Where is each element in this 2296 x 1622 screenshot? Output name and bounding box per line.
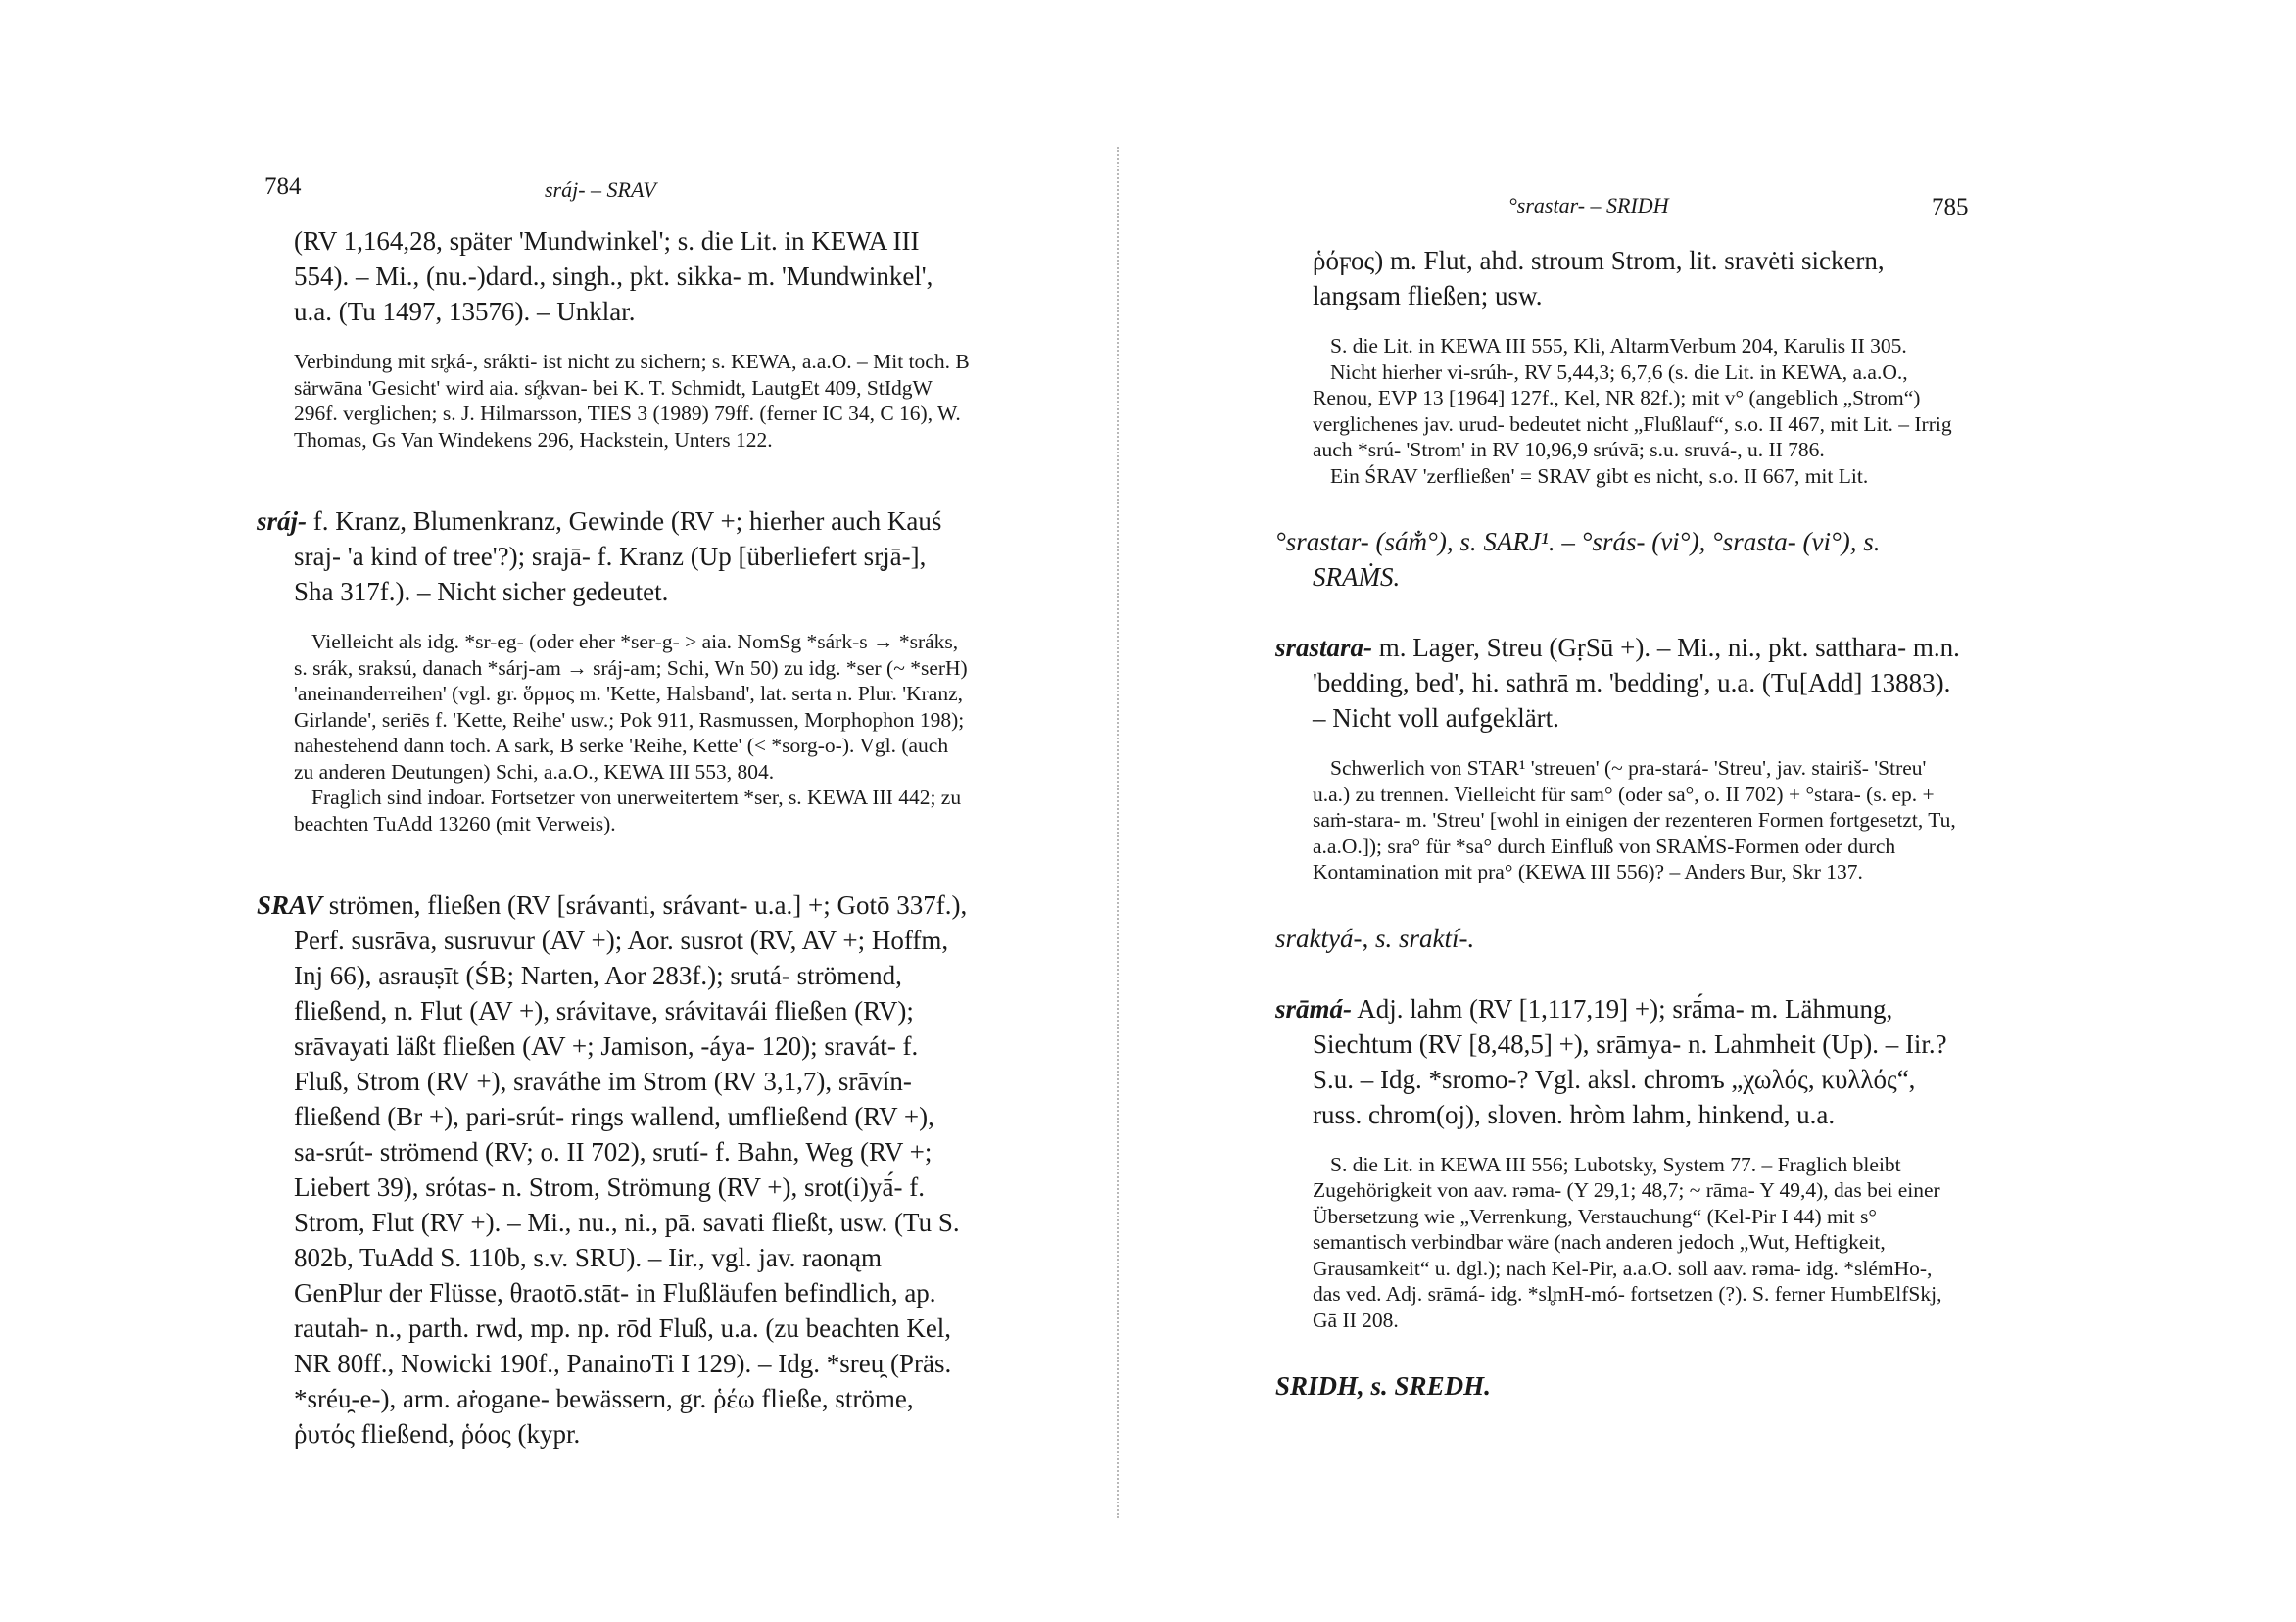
entry-srastara <box>1275 630 1963 736</box>
headword-sraj: sráj- <box>257 506 308 536</box>
entry-sraj-text: f. Kranz, Blumenkranz, Gewinde (RV +; hierher auch Kauś sraj- 'a kind of tree'?); srajā- f. Kranz (Up [überliefert sr̥jā-], Sha 317f.). – Nicht sicher gedeutet. <box>294 506 942 606</box>
running-head-right: °srastar- – SRIDH <box>1508 193 1669 217</box>
entry-srama-text: Adj. lahm (RV [1,117,19] +); srā́ma- m. Lähmung, Siechtum (RV [8,48,5] +), srāmya- n. Lahmheit (Up). – Iir.? S.u. – Idg. *sromo-? Vgl. aksl. chromъ „χωλός, κυλλός“, russ. chrom(oj), sloven. hròm lahm, hinkend, u.a. <box>1313 993 1947 1129</box>
note-verbindung: Verbindung mit sr̥ká-, srákti- ist nicht zu sichern; s. KEWA, a.a.O. – Mit toch. B särwāna 'Gesicht' wird aia. sŕ̥kvan- bei K. T. Schmidt, LautgEt 409, StIdgW 296f. verglichen; s. J. Hilmarsson, TIES 3 (1989) 79ff. (ferner IC 34, C 16), W. Thomas, Gs Van Windekens 296, Hackstein, Unters 122. <box>294 350 970 452</box>
entry-srav <box>257 887 972 1452</box>
xref-sraktya: sraktyá-, s. sraktí-. <box>1275 923 1475 953</box>
headword-srastara: srastara- <box>1275 633 1373 662</box>
page-number-right: 785 <box>1932 194 1969 220</box>
gutter-divider <box>1117 147 1119 1518</box>
left-column <box>257 223 972 1452</box>
note-srastara: Schwerlich von STAR¹ 'streuen' (~ pra-stará- 'Streu', jav. stairiš- 'Streu' u.a.) zu trennen. Vielleicht für sam° (oder sa°, o. II 702) + °stara- (s. ep. + saṁ-stara- m. 'Streu' [wohl in einigen der rezenteren Formen fortgesetzt, Tu, a.a.O.]); sra° für *sa° durch Einfluß von SRAṀS-Formen oder durch Kontamination mit pra° (KEWA III 556)? – Anders Bur, Skr 137. <box>1313 756 1956 883</box>
headword-srama: srāmá- <box>1275 993 1353 1024</box>
note-srama: S. die Lit. in KEWA III 556; Lubotsky, System 77. – Fraglich bleibt Zugehörigkeit von aav. rəma- (Y 29,1; 48,7; ~ rāma- Y 49,4), das bei einer Übersetzung wie „Verrenkung, Verstauchung“ (Kel-Pir I 44) mit s° semantisch verbindbar wäre (nach anderen jedoch „Wut, Heftigkeit, Grausamkeit“ u. dgl.); nach Kel-Pir, a.a.O. soll aav. rəma- idg. *slémHo-, das ved. Adj. srāmá- idg. *sl̥mH-mó- fortsetzen (?). S. ferner HumbElfSkj, Gā II 208. <box>1313 1152 1942 1332</box>
note-sraj-2: Fraglich sind indoar. Fortsetzer von unerweitertem *ser, s. KEWA III 442; zu beachten TuAdd 13260 (mit Verweis). <box>294 786 962 835</box>
entry-srav-text: strömen, fließen (RV [srávanti, srávant- u.a.] +; Gotō 337f.), Perf. susrāva, susruvur (AV +); Aor. susrot (RV, AV +; Hoffm, Inj 66), asrauṣīt (ŚB; Narten, Aor 283f.); srutá- strömend, fließend, n. Flut (AV +), srávitave, srávitavái fließen (RV); srāvayati läßt fließen (AV +; Jamison, -áya- 120); sravát- f. Fluß, Strom (RV +), sraváthe im Strom (RV 3,1,7), srāvín- fließend (Br +), pari-srút- rings wallend, umfließend (RV +), sa-srút- strömend (RV; o. II 702), srutí- f. Bahn, Weg (RV +; Liebert 39), srótas- n. Strom, Strömung (RV +), srot(i)yā́- f. Strom, Flut (RV +). – Mi., nu., ni., pā. savati fließt, usw. (Tu S. 802b, TuAdd S. 110b, s.v. SRU). – Iir., vgl. jav. raonąm GenPlur der Flüsse, θraotō.stāt- in Flußläufen befindlich, ap. rautah- n., parth. rwd, mp. np. rōd Fluß, u.a. (zu beachten Kel, NR 80ff., Nowicki 190f., PanainoTi I 129). – Idg. *sreu̯ (Präs. *sréu̯-e-), arm. aṙogane- bewässern, gr. ῥέω fließe, ströme, ῥυτός fließend, ῥόος (kypr. <box>294 890 968 1449</box>
right-page <box>1126 0 2296 1622</box>
headword-srav: SRAV <box>257 890 323 920</box>
note-srav: Ein ŚRAV 'zerfließen' = SRAV gibt es nicht, s.o. II 667, mit Lit. <box>1330 463 1869 488</box>
note-lit-kewa: S. die Lit. in KEWA III 555, Kli, AltarmVerbum 204, Karulis II 305. <box>1330 334 1907 358</box>
xref-srastar: °srastar- (sám̐°), s. SARJ¹. – °srás- (vi°), °srasta- (vi°), s. SRAṀS. <box>1275 527 1881 592</box>
page-number-left: 784 <box>264 173 302 200</box>
entry-srastara-text: m. Lager, Streu (GṛSū +). – Mi., ni., pkt. satthara- m.n. 'bedding, bed', hi. sathrā m. 'bedding', u.a. (Tu[Add] 13883). – Nicht voll aufgeklärt. <box>1313 633 1960 733</box>
entry-sraj <box>257 503 972 609</box>
xref-sridh: SRIDH, s. SREDH. <box>1275 1371 1491 1401</box>
left-page <box>0 0 1126 1622</box>
entry-srama <box>1275 991 1963 1132</box>
right-column <box>1275 243 1963 1404</box>
note-nicht-hierher: Nicht hierher vi-srúh-, RV 5,44,3; 6,7,6 (s. die Lit. in KEWA, a.a.O., Renou, EVP 13 [1964] 127f., Kel, NR 82f.); mit v° (angeblich „Strom“) verglichenes jav. urud- bedeutet nicht „Flußlauf“, s.o. II 467, mit Lit. – Irrig auch *srú- 'Strom' in RV 10,96,9 srúvā; s.u. sruvá-, u. II 786. <box>1313 359 1952 461</box>
running-head-left: sráj- – SRAV <box>545 177 656 202</box>
note-sraj-1: Vielleicht als idg. *sr-eg- (oder eher *ser-g- > aia. NomSg *sárk-s → *sráks, s. srák, sraksú, danach *sárj-am → sráj-am; Schi, Wn 50) zu idg. *ser (~ *serH) 'aneinanderreihen' (vgl. gr. ὅρμος m. 'Kette, Halsband', lat. serta n. Plur. 'Kranz, Girlande', seriēs f. 'Kette, Reihe' usw.; Pok 911, Rasmussen, Morphophon 198); nahestehend dann toch. A sark, B serke 'Reihe, Kette' (< *sorg-o-). Vgl. (auch zu anderen Deutungen) Schi, a.a.O., KEWA III 553, 804. <box>294 630 968 784</box>
continuation-text: (RV 1,164,28, später 'Mundwinkel'; s. die Lit. in KEWA III 554). – Mi., (nu.-)dard., singh., pkt. sikka- m. 'Mundwinkel', u.a. (Tu 1497, 13576). – Unklar. <box>294 226 933 326</box>
continuation-text-right: ῥόϝος) m. Flut, ahd. stroum Strom, lit. sravėti sickern, langsam fließen; usw. <box>1313 246 1885 310</box>
